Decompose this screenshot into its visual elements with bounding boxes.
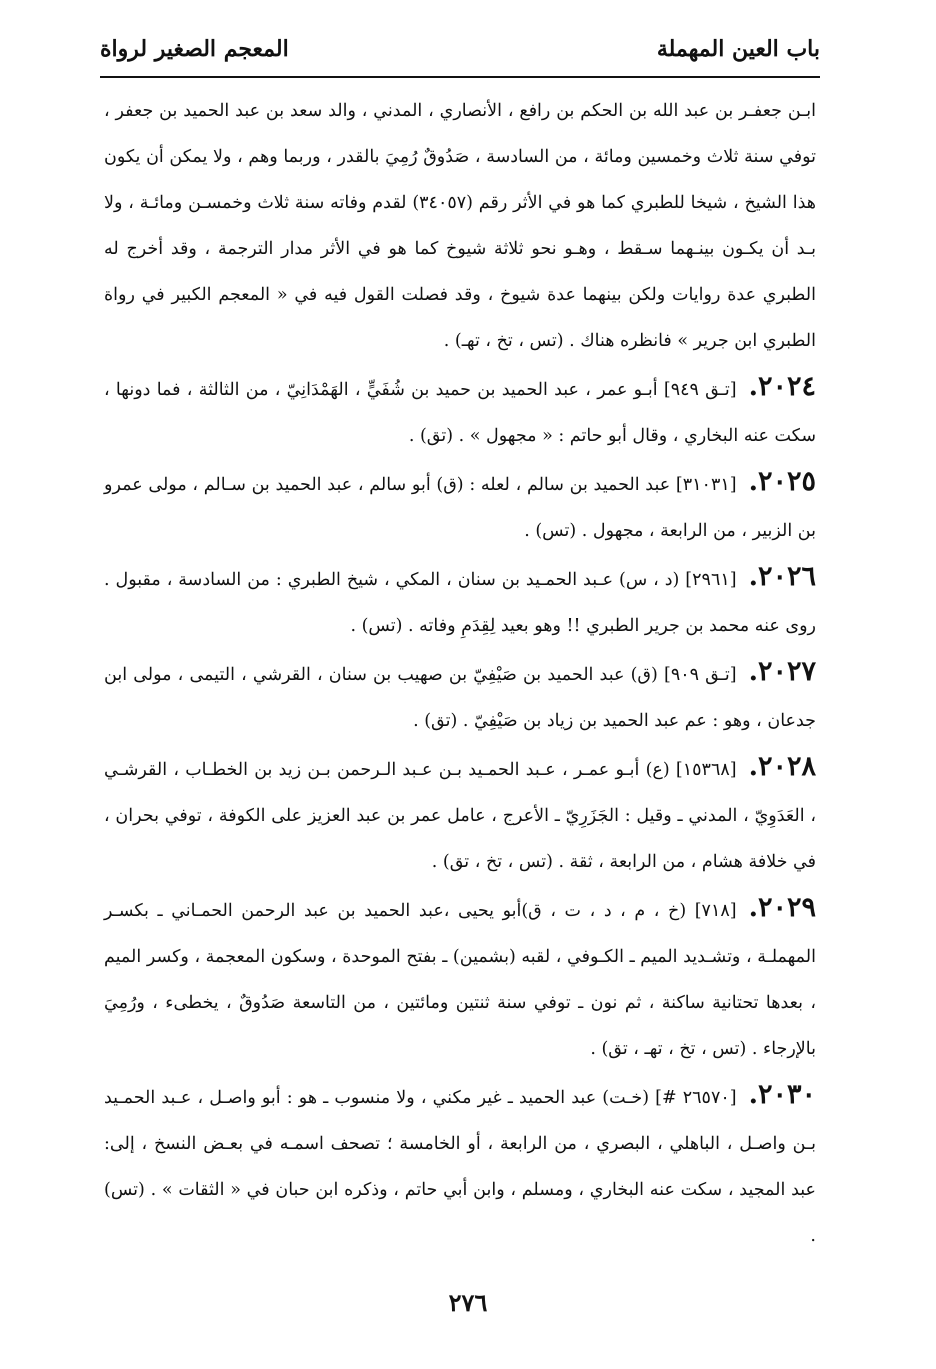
page-number: ٢٧٦ xyxy=(448,1288,488,1317)
entry-2024 xyxy=(104,364,816,459)
entry-text: [٢٦٥٧٠ #] (خـت) عبد الحميد ـ غير مكني ، ولا منسوب ـ هو : أبو واصـل ، عـبد الحمـيد بـن واصـل ، الباهلي ، البصري ، من الرابعة ، أو الخامسة ؛ تصحف اسمـه في بعـض النسخ ، إلى: عبد المجيد ، سكت عنه البخاري ، ومسلم ، وابن أبي حاتم ، وذكره ابن حبان في « الثقات » . (تس) . xyxy=(104,1088,816,1246)
entry-2026 xyxy=(104,554,816,649)
entry-number: ٢٠٢٤. xyxy=(748,371,817,402)
page-body xyxy=(104,88,816,1259)
entry-text: [تـق ٩٠٩] (ق) عبد الحميد بن صَيْفِيّ بن صهيب بن سنان ، القرشي ، التيمى ، مولى ابن جدعان ، وهو : عم عبد الحميد بن زياد بن صَيْفِيّ . (تق) . xyxy=(104,665,816,731)
chapter-title: باب العين المهملة xyxy=(656,36,820,62)
entry-text: [٢٩٦١] (د ، س) عـبد الحمـيد بن سنان ، المكي ، شيخ الطبري : من السادسة ، مقبول . روى عنه محمد بن جرير الطبري !! وهو بعيد لِقِدَمِ وفاته . (تس) . xyxy=(104,570,816,636)
header-rule xyxy=(100,76,820,78)
entry-number: ٢٠٢٨. xyxy=(748,751,816,782)
entry-text: [٣١٠٣١] عبد الحميد بن سالم ، لعله : (ق) أبو سالم ، عبد الحميد بن سـالم ، مولى عمرو بن الزبير ، من الرابعة ، مجهول . (تس) . xyxy=(104,475,816,541)
entry-number: ٢٠٢٩. xyxy=(748,892,816,923)
entry-2025 xyxy=(104,459,816,554)
entry-2028 xyxy=(104,744,816,885)
entry-text: [٧١٨] (خ ، م ، د ، ت ، ق)أبو يحيى ،عبد الحميد بن عبد الرحمن الحمـاني ـ بكسـر المهملـة ، وتشـديد الميم ـ الكـوفي ، لقبه (بشمين) ـ بفتح الموحدة ، وسكون المعجمة ، وكسر الميم ، بعدها تحتانية ساكنة ، ثم نون ـ توفي سنة ثنتين ومائتين ، من التاسعة صَدُوقٌ ، يخطىء ، ورُمِيَ بالإرجاء . (تس ، تخ ، تهـ ، تق) . xyxy=(104,901,816,1059)
entry-number: ٢٠٢٦. xyxy=(748,561,816,592)
entry-text: [١٥٣٦٨] (ع) أبـو عمـر ، عـبد الحمـيد بـن عـبد الـرحمن بـن زيد بن الخطـاب ، القرشـي ، العَدَوِيّ ، المدني ـ وقيل : الجَزَرِيّ ـ الأعرج ، عامل عمر بن عبد العزيز على الكوفة ، توفي بحران ، في خلافة هشام ، من الرابعة ، ثقة . (تس ، تخ ، تق) . xyxy=(104,760,816,872)
entry-text: [تـق ٩٤٩] أبـو عمر ، عبد الحميد بن حميد بن شُفَيٍّ ، الهَمْدَانِيّ ، من الثالثة ، فما دونها ، سكت عنه البخاري ، وقال أبو حاتم : « مجهول » . (تق) . xyxy=(104,380,816,446)
entry-number: ٢٠٣٠. xyxy=(748,1079,816,1110)
entry-2027 xyxy=(104,649,816,744)
book-title: المعجم الصغير لرواة xyxy=(100,36,289,62)
page-header xyxy=(100,34,820,80)
entry-number: ٢٠٢٥. xyxy=(748,466,816,497)
entry-2029 xyxy=(104,885,816,1072)
entry-number: ٢٠٢٧. xyxy=(748,656,817,687)
intro-paragraph: ابـن جعفـر بن عبد الله بن الحكم بن رافع ، الأنصاري ، المدني ، والد سعد بن عبد الحميد بن جعفر ، توفي سنة ثلاث وخمسين ومائة ، من السادسة ، صَدُوقٌ رُمِيَ بالقدر ، وربما وهم ، ولا يمكن أن يكون هذا الشيخ ، شيخا للطبري كما هو في الأثر رقم (٣٤٠٥٧) لقدم وفاته سنة ثلاث وخمسـن ومائـة ، ولا بـد أن يكـون بينـهما سـقط ، وهـو نحو ثلاثة شيوخ كما هو في الأثر مدار الترجمة ، وقد أخرج له الطبري عدة روايات ولكن بينهما عدة شيوخ ، وقد فصلت القول فيه في « المعجم الكبير في رواة الطبري ابن جرير » فانظره هناك . (تس ، تخ ، تهـ) . xyxy=(104,101,816,351)
entry-2030 xyxy=(104,1072,816,1259)
